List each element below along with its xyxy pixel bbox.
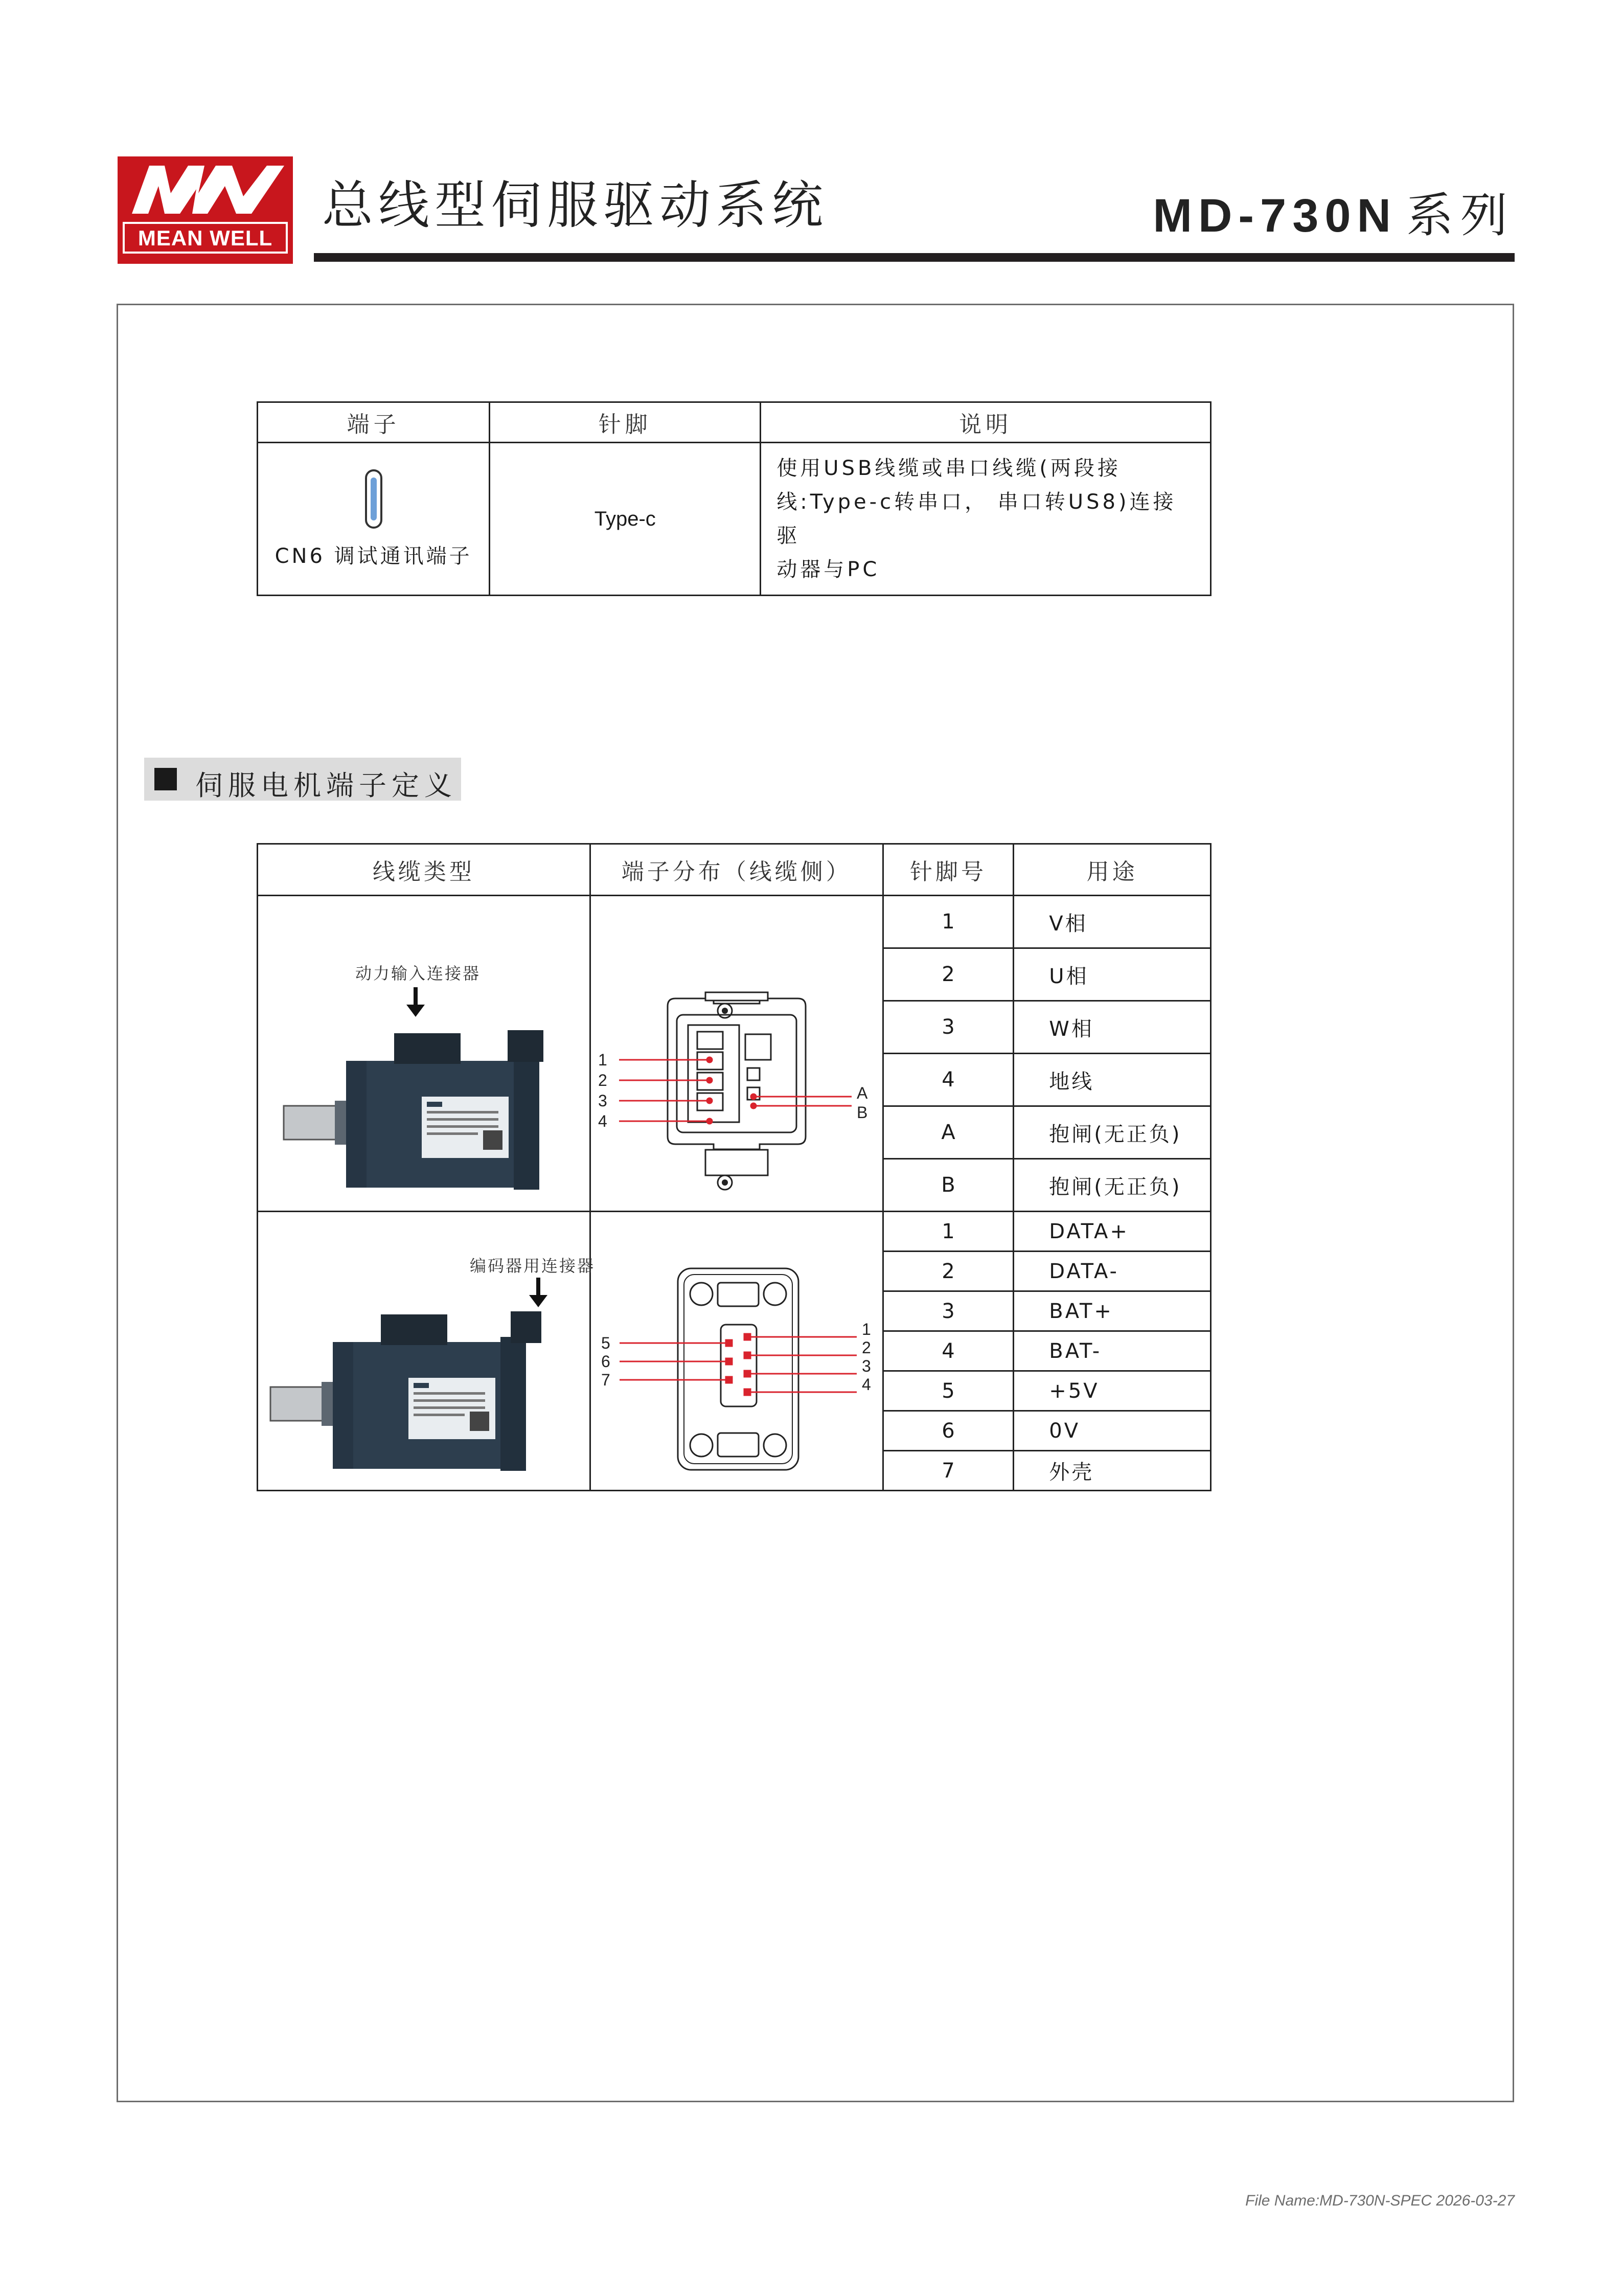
pin-label: A [856,1084,868,1102]
pin-number: 4 [883,1331,1014,1371]
encoder-connector-label: 编码器用连接器 [470,1256,596,1276]
mean-well-logo [118,156,293,264]
encoder-connector-diagram [591,1212,884,1498]
pin-usage: 地线 [1014,1054,1211,1106]
pin-number: 4 [883,1054,1014,1106]
pin-number: A [883,1106,1014,1159]
power-connector-label: 动力输入连接器 [355,964,481,983]
header-terminal: 端子 [258,402,490,443]
pin-usage: +5V [1014,1371,1211,1411]
pin-label: B [856,1103,868,1122]
pin-label: 1 [598,1051,607,1069]
terminal-cell [258,443,490,596]
pin-number: 6 [883,1411,1014,1451]
model-name: MD-730N [1153,190,1397,242]
pin-usage: 抱闸(无正负) [1014,1159,1211,1212]
pin-usage: 抱闸(无正负) [1014,1106,1211,1159]
encoder-connector-layout-cell [590,1212,883,1491]
document-title: 总线型伺服驱动系统 [322,175,828,235]
power-connector-layout-cell [590,896,883,1212]
pin-usage: DATA+ [1014,1212,1211,1252]
logo-text: MEAN WELL [138,226,273,250]
header-rule [314,253,1515,262]
description-line: 使用USB线缆或串口线缆(两段接 [776,457,1122,480]
series-suffix: 系列 [1406,188,1515,243]
description-line: 线:Type-c转串口， 串口转US8)连接驱 [776,490,1177,548]
header-terminal-layout: 端子分布（线缆侧） [590,844,883,896]
pin-usage: V相 [1014,896,1211,948]
header-cable-type: 线缆类型 [258,844,590,896]
pin-number: 1 [883,896,1014,948]
file-name-footer: File Name:MD-730N-SPEC 2026-03-27 [1245,2192,1515,2209]
pin-usage: BAT+ [1014,1291,1211,1331]
pin-usage: DATA- [1014,1252,1211,1291]
usb-type-c-icon [365,469,382,529]
pin-number: 2 [883,948,1014,1001]
pin-usage: W相 [1014,1001,1211,1054]
encoder-motor-cell [258,1212,596,1491]
series-title [1153,188,1515,243]
cn6-table [257,401,1211,596]
power-motor-cell [258,896,590,1212]
pin-label: 2 [598,1071,607,1089]
header-usage: 用途 [1014,844,1211,896]
section-title: 伺服电机端子定义 [195,769,457,802]
pin-label: 4 [861,1375,871,1394]
pin-number: 3 [883,1001,1014,1054]
description-cell [761,443,1211,596]
pin-usage: 0V [1014,1411,1211,1451]
pin-cell: Type-c [490,443,761,596]
pin-label: 5 [601,1334,610,1352]
mw-logo-mark-icon [118,156,293,223]
pin-usage: U相 [1014,948,1211,1001]
motor-terminal-table [257,843,1211,1491]
pin-number: B [883,1159,1014,1212]
description-line: 动器与PC [776,558,880,581]
table-row [258,443,1211,596]
header-pin: 针脚 [490,402,761,443]
header-description: 说明 [761,402,1211,443]
pin-label: 3 [861,1357,871,1375]
pin-label: 3 [598,1092,607,1110]
power-connector-diagram [591,896,884,1213]
header-pin-number: 针脚号 [883,844,1014,896]
pin-label: 6 [601,1352,610,1371]
table-row [258,896,1211,948]
servo-motor-power-image [258,896,591,1213]
pin-number: 7 [883,1451,1014,1491]
pin-label: 4 [598,1112,607,1130]
pin-label: 7 [601,1371,610,1389]
pin-number: 1 [883,1212,1014,1252]
pin-number: 3 [883,1291,1014,1331]
section-heading [144,758,461,801]
pin-label: 1 [861,1320,871,1338]
pin-label: 2 [861,1338,871,1357]
pin-number: 5 [883,1371,1014,1411]
servo-motor-encoder-image [258,1212,591,1498]
pin-usage: 外壳 [1014,1451,1211,1491]
pin-number: 2 [883,1252,1014,1291]
table-row [258,1212,1211,1252]
pin-usage: BAT- [1014,1331,1211,1371]
square-bullet-icon [154,768,177,790]
terminal-name: CN6 调试通讯端子 [275,544,472,568]
